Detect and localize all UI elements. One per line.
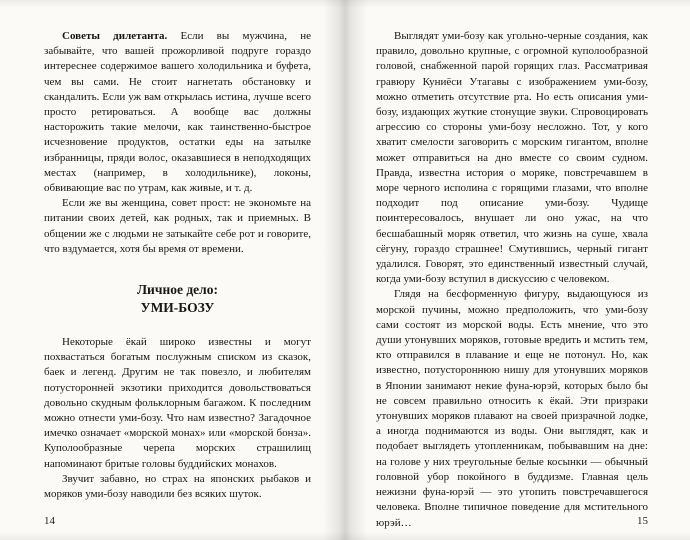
paragraph-lead-bold: Советы дилетанта.	[62, 30, 168, 42]
paragraph-umibozu-fear: Звучит забавно, но страх на японских рыбаков и моряков уми-бозу наводили без всяких шуток.	[44, 472, 311, 501]
paragraph-umibozu-appearance: Выглядят уми-бозу как угольно-черные создания, как правило, довольно крупные, с огромной куполообразной головой, снабженной парой горящих глаз. Рассматривая гравюру Куниёси Утагавы с изображением уми-бозу, можно отметить отсутствие рта. Но есть описания уми-бозу, издающих жуткие стонущие звуки. Спровоцировать агрессию со стороны уми-бозу несложно. Тот, у кого хватит смелости заговорить с морским гигантом, вполне может отправиться на дно вместе со своим судном. Правда, известна история о моряке, повстречавшем в море черного исполина с горящими глазами, что вполне подходит под описание уми-бозу. Чудище поинтересовалось, внушает ли оно ужас, на что бесшабашный моряк ответил, что жизнь на суше, хвала сёгуну, гораздо страшнее! Смутившись, черный гигант удалился. Говорят, это единственный известный случай, когда уми-бозу вступил в дискуссию с человеком.	[376, 30, 648, 286]
paragraph-funayurei: Глядя на бесформенную фигуру, выдающуюся из морской пучины, можно предположить, что уми-бозу сами состоят из морской воды. Есть мнение, что это души утонувших моряков, готовые вредить и мстить тем, кто отправился в плавание и еще не потонул. Но, как известно, потустороннюю нишу для утонувших моряков в Японии занимают некие фуна-юрэй, которых было бы не совсем правильно относить к ёкай. Эти призраки утонувших моряков плавают на своей призрачной лодке, а иногда поднимаются из воды. Они выглядят, как и подобает выглядеть утопленникам, побывавшим на дне: на голове у них треугольные белые косынки — обычный головной убор покойного в буддизме. Главная цель нежизни фуна-юрэй — это утопить повстречавшегося человека. Вполне типичное поведение для мстительного юрэй…	[376, 288, 648, 529]
paragraph-advice-women: Если же вы женщина, совет прост: не экономьте на питании своих детей, как родных, так и приемных. В общении же с людьми не затыкайте себе рот и говорите, что вздумается, хотя бы время от времени.	[44, 197, 311, 255]
page-number-right: 15	[637, 515, 648, 527]
paragraph-advice	[44, 29, 311, 196]
book-page-right	[345, 0, 690, 540]
paragraph-umibozu-intro: Некоторые ёкай широко известны и могут похвастаться богатым послужным списком из сказок, баек и легенд. Другим не так повезло, и любителям потусторонней экзотики приходится довольствоваться довольно скудным фольклорным багажом. К последним можно отнести уми-бозу. Что нам известно? Загадочное имечко означает «морской монах» или «морской бонза». Куполообразные черепа морских страшилищ напоминают бритые головы буддийских монахов.	[44, 336, 311, 470]
section-heading-line1: Личное дело:	[137, 282, 218, 298]
section-heading-line2: УМИ-БОЗУ	[140, 300, 215, 316]
page-number-left: 14	[44, 515, 55, 527]
paragraph-lead-rest: Если вы мужчина, не забывайте, что вашей прожорливой подруге гораздо интереснее содержимое вашего холодильника и буфета, чем вы сами. Не стоит нагнетать обстановку и скандалить. Если уж вам открылась истина, лучше всего просто ретироваться. А вообще вас должны насторожить такие мелочи, как таинственно-быстрое исчезновение продуктов, остатки еды на затылке избранницы, пряди волос, оказавшиеся в неподходящих местах (например, в холодильнике), локоны, обвивающие вас по утрам, как живые, и т. д.	[44, 30, 311, 195]
section-heading	[44, 281, 311, 317]
